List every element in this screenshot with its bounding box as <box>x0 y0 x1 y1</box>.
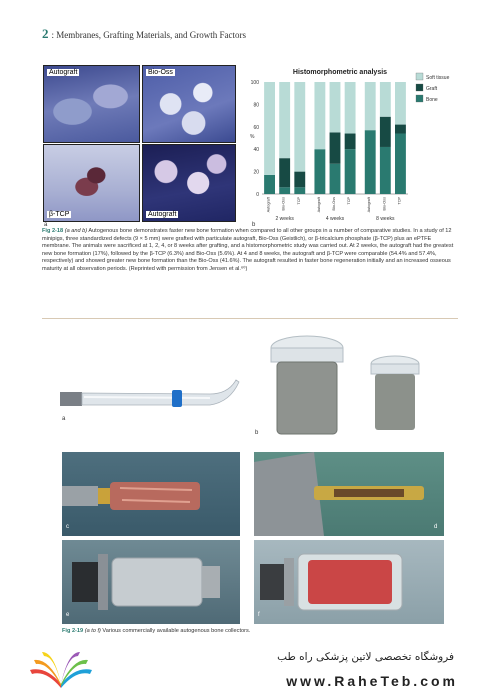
caption-parts: (a to f) <box>84 628 101 634</box>
x-tick-label: Autograft <box>266 197 271 213</box>
y-axis-label: % <box>250 134 255 140</box>
bar-bone <box>294 187 305 194</box>
bar-bone <box>365 130 376 194</box>
bar-graft <box>380 117 391 147</box>
micrograph-beta-tcp <box>43 144 140 222</box>
x-tick-label: TCP <box>296 197 301 205</box>
caption-parts: (a and b) <box>64 228 88 234</box>
book-logo-icon <box>26 648 96 692</box>
y-tick-label: 0 <box>256 192 259 198</box>
caption-lead: Fig 2-19 <box>62 628 84 634</box>
micrograph-bio-oss <box>142 65 236 143</box>
y-tick-label: 60 <box>253 124 259 131</box>
legend-label: Graft <box>426 86 438 92</box>
bar-bone <box>279 187 290 194</box>
figure-2-18-caption <box>42 228 458 274</box>
bar-bone <box>345 149 356 194</box>
y-tick-label: 100 <box>250 80 259 86</box>
panel-label: β-TCP <box>49 211 70 218</box>
bar-soft-tissue <box>380 82 391 117</box>
bar-soft-tissue <box>314 82 325 149</box>
legend-label: Soft tissue <box>426 75 450 81</box>
bar-graft <box>330 132 341 163</box>
legend-swatch <box>416 95 423 102</box>
bar-soft-tissue <box>365 82 376 130</box>
figure-letter-f: f <box>258 612 260 618</box>
bar-soft-tissue <box>330 82 341 132</box>
legend-swatch <box>416 84 423 91</box>
y-tick-label: 40 <box>253 147 259 154</box>
chart-title: Histomorphometric analysis <box>292 69 388 76</box>
figure-letter-a: a <box>44 222 48 228</box>
figure-letter-a: a <box>62 416 66 422</box>
micrograph-autograft-2 <box>142 144 236 222</box>
legend-swatch <box>416 73 423 80</box>
figure-letter-d: d <box>434 524 438 530</box>
bar-soft-tissue <box>264 82 275 175</box>
figure-2-19-caption <box>62 628 452 636</box>
histomorphometric-chart <box>248 60 460 230</box>
x-tick-label: Autograft <box>316 197 321 213</box>
figure-letter-c: c <box>66 524 69 530</box>
figure-letter-e: e <box>66 612 70 618</box>
chapter-title: : Membranes, Grafting Materials, and Growth Factors <box>51 30 246 40</box>
photo-collector-c <box>62 452 240 536</box>
photo-bone-collector-tube <box>60 372 240 428</box>
chapter-header <box>42 26 246 42</box>
x-tick-label: Bio-Oss <box>332 197 336 211</box>
panel-label: Autograft <box>148 211 177 218</box>
section-divider <box>42 318 458 319</box>
panel-label: Autograft <box>49 69 78 76</box>
bar-bone <box>330 164 341 194</box>
caption-body: Autogenous bone demonstrates faster new bone formation when compared to all other groups in a number of comparative studies. In a study of 12 minipigs, three standardized defects (9 × 5 mm) were grafted with particulate autograft, Bio-Oss (Geistlich), or β-tricalcium phosphate (β-TCP) plus an ePTFE membrane. The animals were sacrificed at 1, 2, 4, or 8 weeks after grafting, and a histomorphometric study was carried out. At 2 weeks, the autograft had the greatest new bone formation (17%), followed by the β-TCP (6.3%) and Bio-Oss (5.6%). At 4 and 8 weeks, the autograft and β-TCP were comparable (54.4% and 57.4%, respectively) and showed greater new bone formation than the Bio-Oss (41.6%). The autograft resulted in faster bone regeneration initially and an increased osseous maturity at all observation periods. (Reprinted with permission from Jensen et al.⁶⁰) <box>42 228 454 272</box>
bar-bone <box>395 134 406 194</box>
bar-graft <box>294 172 305 188</box>
caption-lead: Fig 2-18 <box>42 228 64 234</box>
x-tick-label: Bio-Oss <box>281 197 286 211</box>
photo-collector-e <box>62 540 240 624</box>
footer-persian-text: فروشگاه تخصصی لاتین پزشکی راه طب <box>277 651 454 663</box>
photo-collector-d <box>254 452 444 536</box>
photo-filter-canisters <box>255 328 445 440</box>
group-label: 8 weeks <box>376 216 395 222</box>
x-tick-label: Bio-Oss <box>382 197 387 211</box>
x-tick-label: TCP <box>347 197 352 205</box>
bar-soft-tissue <box>279 82 290 158</box>
x-tick-label: Autograft <box>367 197 372 213</box>
bar-bone <box>380 147 391 194</box>
figure-letter-b: b <box>252 222 256 228</box>
group-label: 2 weeks <box>275 216 294 222</box>
x-tick-label: TCP <box>397 197 402 205</box>
bar-soft-tissue <box>345 82 356 134</box>
bar-bone <box>264 175 275 194</box>
photo-collector-f <box>254 540 444 624</box>
figure-letter-b: b <box>255 430 259 436</box>
footer-url: www.RaheTeb.com <box>286 673 458 689</box>
micrograph-autograft-1 <box>43 65 140 143</box>
y-tick-label: 20 <box>253 169 259 176</box>
group-label: 4 weeks <box>325 216 345 222</box>
bar-soft-tissue <box>294 82 305 172</box>
bar-graft <box>395 125 406 134</box>
bar-graft <box>345 134 356 150</box>
bar-graft <box>279 158 290 187</box>
caption-body: Various commercially available autogenous bone collectors. <box>100 628 251 634</box>
bar-bone <box>314 149 325 194</box>
bar-soft-tissue <box>395 82 406 125</box>
panel-label: Bio-Oss <box>148 69 173 76</box>
chapter-number: 2 <box>42 26 49 41</box>
y-tick-label: 80 <box>253 102 259 109</box>
legend-label: Bone <box>426 97 438 103</box>
